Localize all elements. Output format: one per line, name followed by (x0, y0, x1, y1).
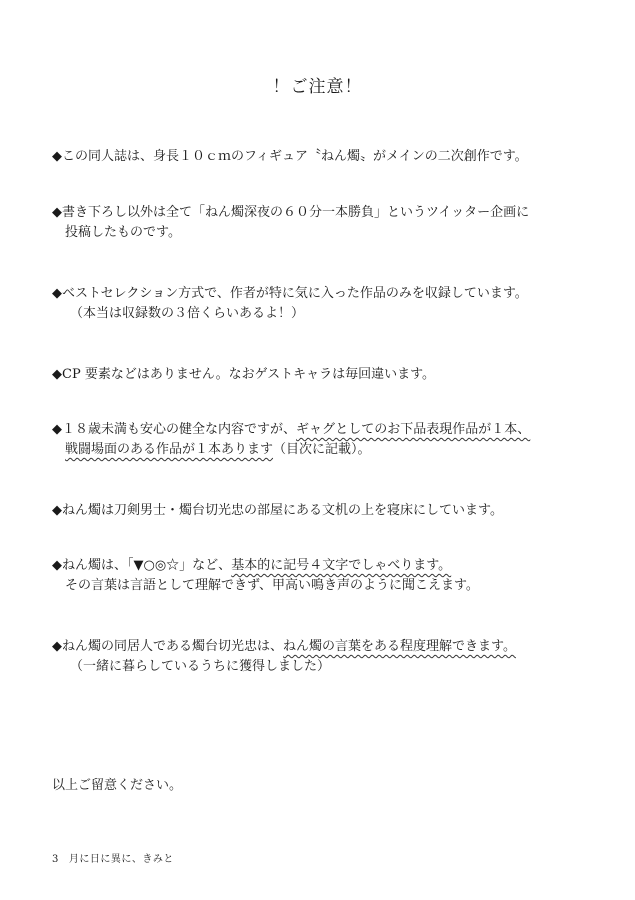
page-footer (52, 850, 174, 865)
note-content-warning (52, 420, 612, 460)
note-cp (52, 365, 612, 385)
note-text: ◆ねん燭は、「▼○◎☆」など、 (52, 558, 232, 573)
note-line: （一緒に暮らしているうちに獲得しました） (70, 659, 331, 674)
highlighted-text: ねん燭の言葉をある程度理解できます。 (283, 639, 516, 654)
note-line (52, 440, 612, 460)
note-line: ◆ベストセレクション方式で、作者が特に気に入った作品のみを収録しています。 (52, 286, 528, 301)
page-title: ！ご注意！ (272, 77, 363, 97)
note-line: ◆この同人誌は、身長１０ｃｍのフィギュア〝ねん燭〟がメインの二次創作です。 (52, 149, 528, 164)
note-figure (52, 147, 612, 167)
note-line: （本当は収録数の３倍くらいあるよ！） (70, 306, 305, 321)
note-speech (52, 556, 612, 596)
highlighted-text: ギャグとしてのお下品表現作品が１本、 (296, 422, 531, 437)
note-origin (52, 203, 612, 243)
note-selection (52, 284, 612, 324)
note-housemate (52, 637, 612, 677)
note-line: ◆ねん燭は刀剣男士・燭台切光忠の部屋にある文机の上を寝床にしています。 (52, 503, 503, 518)
note-line: 投稿したものです。 (65, 225, 181, 240)
note-line: その言葉は言語として理解できず、甲高い鳴き声のように聞こえます。 (65, 578, 479, 593)
page-number: 3 (52, 854, 59, 865)
note-text: ◆ねん燭の同居人である燭台切光忠は、 (52, 639, 283, 654)
note-line: ◆CP 要素などはありません。なおゲストキャラは毎回違います。 (52, 367, 436, 382)
note-line (52, 420, 612, 440)
note-bed (52, 501, 612, 521)
note-text: （目次に記載）。 (273, 442, 371, 457)
note-line (52, 637, 612, 657)
highlighted-text: 戦闘場面のある作品が１本あります (65, 442, 274, 457)
highlighted-text: 基本的に記号４文字でしゃべります。 (231, 558, 452, 573)
note-text: ◆１８歳未満も安心の健全な内容ですが、 (52, 422, 296, 437)
note-line (52, 556, 612, 576)
closing-text: 以上ご留意ください。 (52, 778, 183, 793)
book-title: 月に日に異に、きみと (68, 854, 174, 865)
note-line: ◆書き下ろし以外は全て「ねん燭深夜の６０分一本勝負」というツイッター企画に (52, 205, 530, 220)
